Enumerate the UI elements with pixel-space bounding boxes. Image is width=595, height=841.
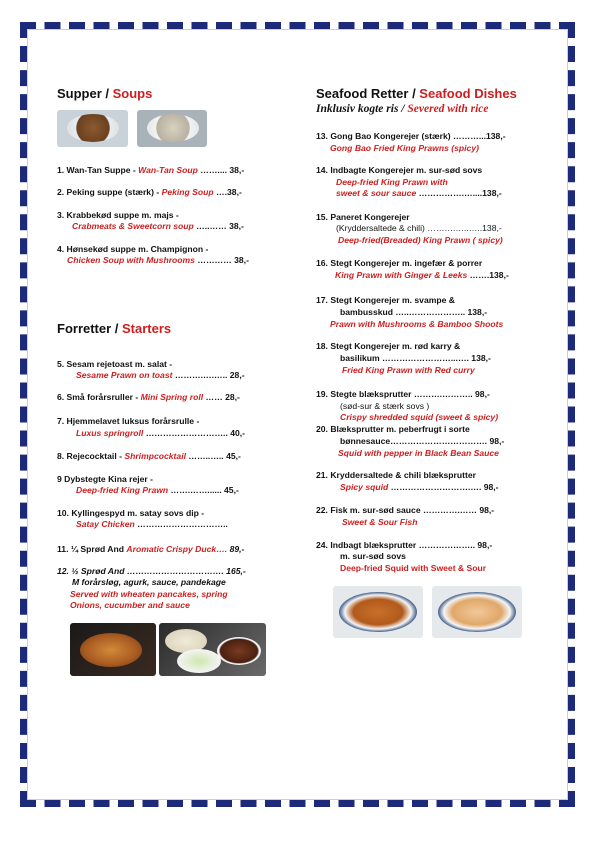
seafood-item-15: 15. Paneret Kongerejer: [316, 212, 410, 222]
seafood-title-dk: Seafood Retter /: [316, 86, 420, 101]
soup-item-1: 1. Wan-Tan Suppe - Wan-Tan Soup …….... 38,-: [57, 165, 245, 175]
soups-title: [57, 86, 152, 101]
soups-title-dk: Supper /: [57, 86, 113, 101]
seafood-item-17-l2: bambusskud …..……………….. 138,-: [340, 307, 488, 317]
prawn-photo: [333, 586, 423, 638]
soup-item-4: 4. Hønsekød suppe m. Champignon -: [57, 244, 209, 254]
starter-item-8: 8. Rejecocktail - Shrimpcocktail ……..….. 45,-: [57, 451, 241, 461]
seafood-item-20-en: Squid with pepper in Black Bean Sauce: [338, 448, 499, 458]
seafood-subtitle: [316, 103, 489, 115]
seafood-subtitle-en: Severed with rice: [407, 103, 489, 115]
seafood-item-22-en: Sweet & Sour Fish: [342, 517, 418, 527]
seafood-item-21: 21. Kryddersaltede & chili blæksprutter: [316, 470, 476, 480]
seafood-item-24-l2: m. sur-sød sovs: [340, 551, 406, 561]
seafood-item-20-l2: bønnesauce……………………………. 98,-: [340, 436, 505, 446]
starter-item-12: 12. ½ Sprød And ……………………………. 165,-: [57, 566, 246, 576]
starter-item-9-en: Deep-fried King Prawn …….……...... 45,-: [76, 485, 239, 495]
seafood-title-en: Seafood Dishes: [419, 86, 517, 101]
starters-title-dk: Forretter /: [57, 321, 123, 336]
starter-item-12-en-2: Onions, cucumber and sauce: [70, 600, 190, 610]
seafood-item-17: 17. Stegt Kongerejer m. svampe &: [316, 295, 455, 305]
starter-item-12-dk: M forårsløg, agurk, sauce, pandekage: [72, 577, 226, 587]
seafood-item-15-en: Deep-fried(Breaded) King Prawn ( spicy): [338, 235, 503, 245]
seafood-item-16: 16. Stegt Kongerejer m. ingefær & porrer: [316, 258, 483, 268]
seafood-item-24-en: Deep-fried Squid with Sweet & Sour: [340, 563, 487, 573]
starter-item-5-en: Sesame Prawn on toast ……….….….. 28,-: [76, 370, 245, 380]
seafood-item-24: 24. Indbagt blæksprutter ……………….. 98,-: [316, 540, 493, 550]
seafood-title: [316, 86, 517, 101]
starter-item-10-en: Satay Chicken …………………………..: [76, 519, 228, 529]
seafood-item-19-l2: (sød-sur & stærk sovs ): [340, 401, 430, 411]
seafood-item-18-l2: basilikum ……………………...…. 138,-: [340, 353, 491, 363]
starters-title: [57, 321, 171, 336]
duck-photo: [70, 623, 156, 676]
soup-item-2: 2. Peking suppe (stærk) - Peking Soup ….38,-: [57, 187, 242, 197]
seafood-item-17-en: Prawn with Mushrooms & Bamboo Shoots: [330, 319, 504, 329]
seafood-item-20: 20. Blæksprutter m. peberfrugt i sorte: [316, 424, 470, 434]
starter-item-7: 7. Hjemmelavet luksus forårsrulle -: [57, 416, 200, 426]
soup-photo-1: [57, 110, 128, 147]
seafood-item-18-en: Fried King Prawn with Red curry: [342, 365, 475, 375]
seafood-item-22: 22. Fisk m. sur-sød sauce ………….…… 98,-: [316, 505, 495, 515]
starter-item-6: 6. Små forårsruller - Mini Spring roll …… 28,-: [57, 392, 240, 402]
starter-item-11: 11. ¼ Sprød And Aromatic Crispy Duck…. 89,-: [57, 544, 245, 554]
squid-photo: [432, 586, 522, 638]
seafood-item-13: 13. Gong Bao Kongerejer (stærk) ………...138,-: [316, 131, 506, 141]
soup-item-3-en: Crabmeats & Sweetcorn soup …..…… 38,-: [72, 221, 244, 231]
seafood-item-15-l2: (Kryddersaltede & chili) ……….…..…..138,-: [336, 223, 502, 233]
soup-item-3: 3. Krabbekød suppe m. majs -: [57, 210, 179, 220]
seafood-item-14-en2: sweet & sour sauce …………….…....138,-: [336, 188, 502, 198]
starter-item-9: 9 Dybstegte Kina rejer -: [57, 474, 153, 484]
duck-pancake-photo: [159, 623, 266, 676]
seafood-item-14-en: Deep-fried King Prawn with: [336, 177, 448, 187]
starter-item-5: 5. Sesam rejetoast m. salat -: [57, 359, 173, 369]
soups-title-en: Soups: [112, 86, 153, 101]
starter-item-7-en: Luxus springroll ……………………….. 40,-: [76, 428, 246, 438]
starters-title-en: Starters: [122, 321, 172, 336]
soup-photo-2: [137, 110, 207, 147]
seafood-item-13-en: Gong Bao Fried King Prawns (spicy): [330, 143, 479, 153]
seafood-item-21-en: Spicy squid ……………………….…. 98,-: [340, 482, 499, 492]
seafood-item-16-en: King Prawn with Ginger & Leeks …….138,-: [335, 270, 509, 280]
seafood-item-19-en: Crispy shredded squid (sweet & spicy): [340, 412, 499, 422]
seafood-item-14: 14. Indbagte Kongerejer m. sur-sød sovs: [316, 165, 483, 175]
seafood-subtitle-dk: Inklusiv kogte ris /: [316, 103, 408, 115]
starter-item-10: 10. Kyllingespyd m. satay sovs dip -: [57, 508, 205, 518]
seafood-item-18: 18. Stegt Kongerejer m. rød karry &: [316, 341, 461, 351]
soup-item-4-en: Chicken Soup with Mushrooms ………… 38,-: [67, 255, 249, 265]
starter-item-12-en-1: Served with wheaten pancakes, spring: [70, 589, 228, 599]
seafood-item-19: 19. Stegte blæksprutter ……….……….. 98,-: [316, 389, 490, 399]
